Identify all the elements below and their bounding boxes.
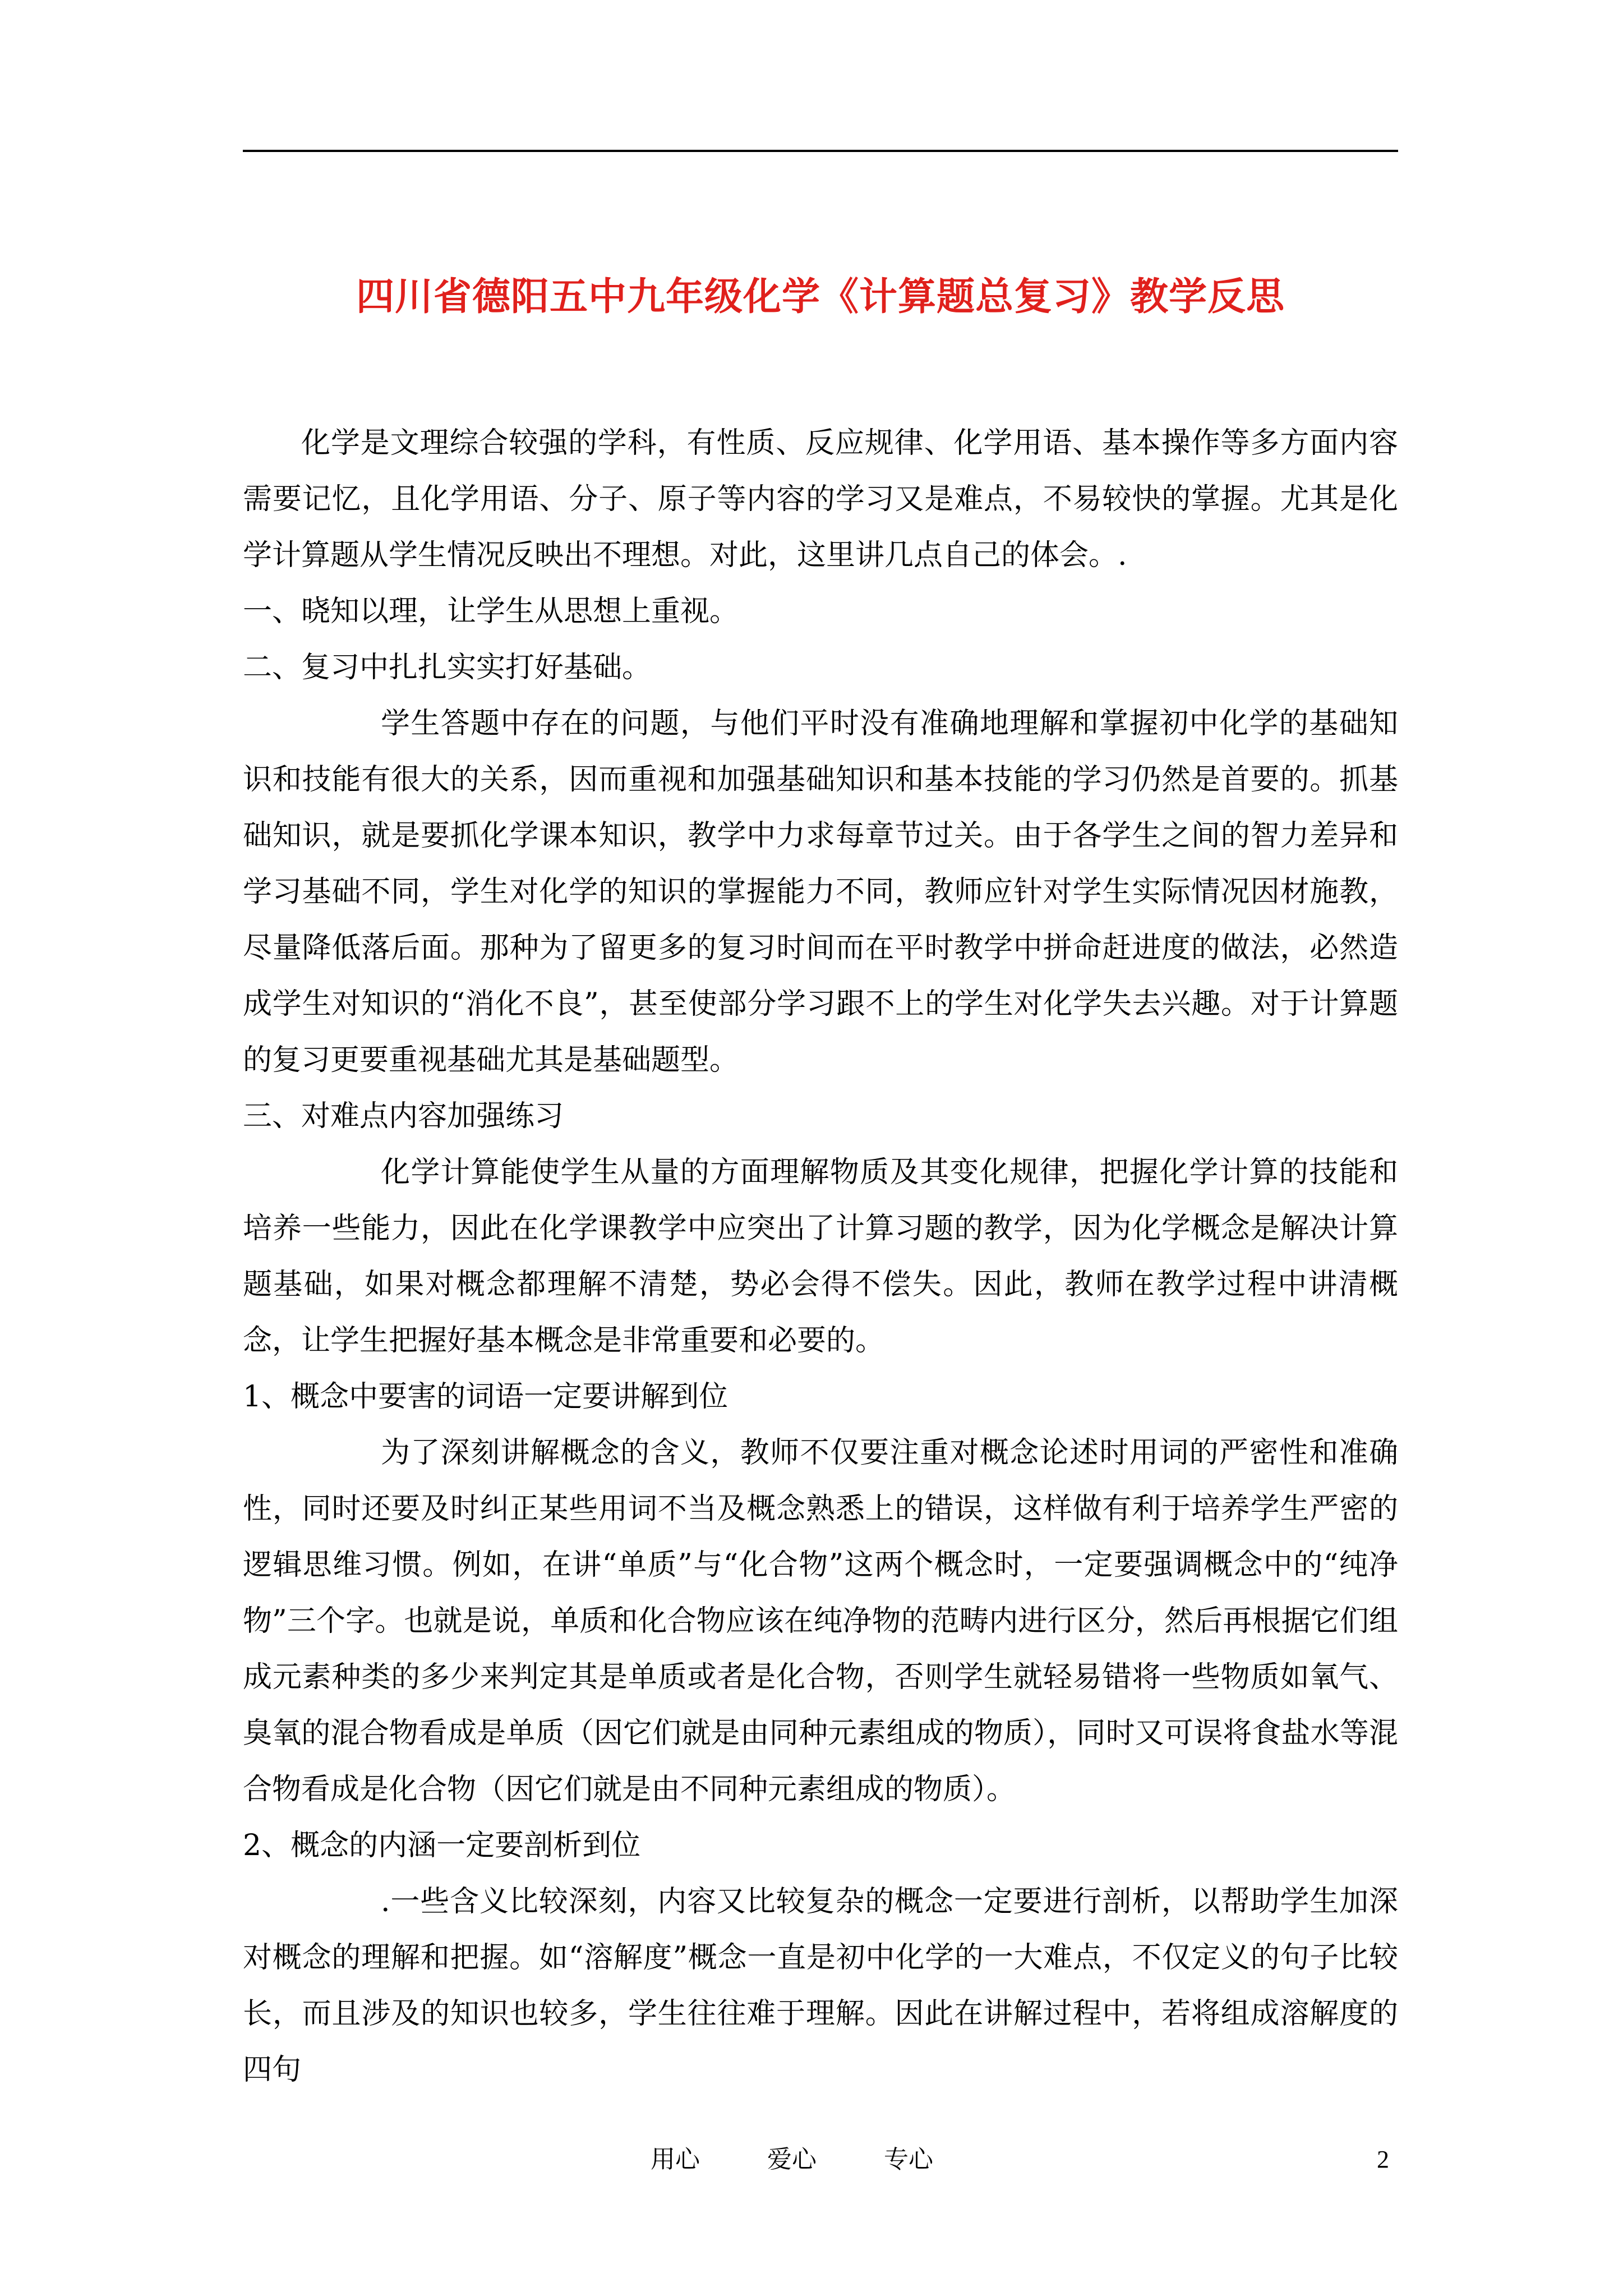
section-heading-3: 三、对难点内容加强练习 — [243, 1099, 564, 1133]
header-rule — [243, 150, 1398, 152]
section-heading-2: 二、复习中扎扎实实打好基础。 — [243, 651, 652, 684]
footer-slogan-2: 爱心 — [767, 2145, 817, 2174]
subsection-heading-2: 2、概念的内涵一定要剖析到位 — [243, 1829, 641, 1862]
document-title: 四川省德阳五中九年级化学《计算题总复习》教学反思 — [356, 275, 1285, 319]
subsection-1-paragraph: 为了深刻讲解概念的含义，教师不仅要注重对概念论述时用词的严密性和准确性，同时还要及时纠正某些用词不当及概念熟悉上的错误，这样做有利于培养学生严密的逻辑思维习惯。例如，在讲“单质”与“化合物”这两个概念时，一定要强调概念中的“纯净物”三个字。也就是说，单质和化合物应该在纯净物的范畴内进行区分，然后再根据它们组成元素种类的多少来判定其是单质或者是化合物，否则学生就轻易错将一些物质如氧气、臭氧的混合物看成是单质（因它们就是由同种元素组成的物质），同时又可误将食盐水等混合物看成是化合物（因它们就是由不同种元素组成的物质）。 — [243, 1436, 1398, 1806]
footer-slogan — [651, 2140, 1000, 2179]
section-heading-1: 一、晓知以理，让学生从思想上重视。 — [243, 595, 739, 628]
footer-slogan-1: 用心 — [651, 2145, 700, 2174]
subsection-2-paragraph: .一些含义比较深刻，内容又比较复杂的概念一定要进行剖析，以帮助学生加深对概念的理解和把握。如“溶解度”概念一直是初中化学的一大难点，不仅定义的句子比较长，而且涉及的知识也较多，学生往往难于理解。因此在讲解过程中，若将组成溶解度的四句 — [243, 1885, 1398, 2087]
page-footer — [0, 2140, 1623, 2179]
footer-slogan-3: 专心 — [884, 2145, 933, 2174]
subsection-heading-1: 1、概念中要害的词语一定要讲解到位 — [243, 1380, 728, 1414]
page-number: 2 — [1377, 2146, 1389, 2173]
section-2-paragraph: 学生答题中存在的问题，与他们平时没有准确地理解和掌握初中化学的基础知识和技能有很大的关系，因而重视和加强基础知识和基本技能的学习仍然是首要的。抓基础知识，就是要抓化学课本知识，教学中力求每章节过关。由于各学生之间的智力差异和学习基础不同，学生对化学的知识的掌握能力不同，教师应针对学生实际情况因材施教，尽量降低落后面。那种为了留更多的复习时间而在平时教学中拼命赶进度的做法，必然造成学生对知识的“消化不良”，甚至使部分学习跟不上的学生对化学失去兴趣。对于计算题的复习更要重视基础尤其是基础题型。 — [243, 707, 1398, 1077]
document-body — [243, 415, 1398, 2098]
intro-paragraph: 化学是文理综合较强的学科，有性质、反应规律、化学用语、基本操作等多方面内容需要记忆，且化学用语、分子、原子等内容的学习又是难点，不易较快的掌握。尤其是化学计算题从学生情况反映出不理想。对此，这里讲几点自己的体会。. — [243, 426, 1398, 572]
section-3-paragraph: 化学计算能使学生从量的方面理解物质及其变化规律，把握化学计算的技能和培养一些能力，因此在化学课教学中应突出了计算习题的教学，因为化学概念是解决计算题基础，如果对概念都理解不清楚，势必会得不偿失。因此，教师在教学过程中讲清概念，让学生把握好基本概念是非常重要和必要的。 — [243, 1156, 1398, 1358]
